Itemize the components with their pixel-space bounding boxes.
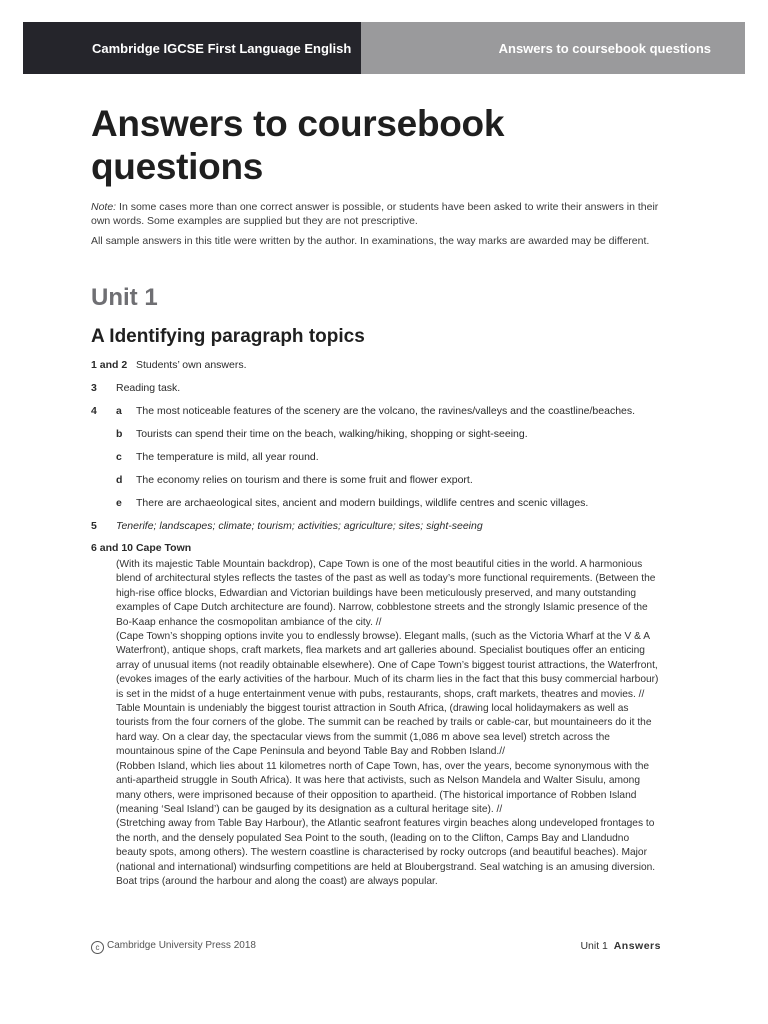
cape-town-paragraph: Table Mountain is undeniably the biggest tourist attraction in South Africa, (drawing local holidaymakers as well as tourists from the four corners of the globe. The summit can be reached by trails or cable-car, but mountaineers do it the hard way. On a clear day, the spectacular views from the summit (1,086 m above sea level) stretch across the mountainous spine of the Cape Peninsula and beyond Table Bay and Robben Island.// bbox=[116, 703, 652, 758]
question-4e bbox=[91, 496, 661, 510]
sub-letter: b bbox=[116, 428, 123, 440]
question-4c bbox=[91, 450, 661, 464]
cape-town-heading: 6 and 10 Cape Town bbox=[91, 542, 192, 554]
note-label: Note: bbox=[91, 201, 117, 213]
question-4d bbox=[91, 473, 661, 487]
note-text: In some cases more than one correct answer is possible, or students have been asked to write their answers in their own words. Some examples are supplied but they are not prescriptive. bbox=[91, 201, 659, 227]
sub-letter: a bbox=[116, 405, 122, 417]
copyright-line bbox=[91, 940, 256, 954]
cape-town-paragraph: (Cape Town’s shopping options invite you to endlessly browse). Elegant malls, (such as the Victoria Wharf at the V & A Waterfront), antique shops, craft markets, flea markets and art galleries abound. Specialist boutiques offer an enticing array of unusual items (not readily obtainable elsewhere). One of Cape Town’s biggest tourist attractions, the Waterfront, (evokes images of the early activities of the harbour. Much of its charm lies in the fact that this busy commercial harbour) is set in the midst of a huge entertainment venue with pubs, restaurants, shops, craft markets, theatres and movies. // bbox=[116, 631, 659, 700]
page-content bbox=[91, 102, 661, 889]
question-5 bbox=[91, 519, 661, 533]
sub-letter: d bbox=[116, 474, 123, 486]
answer-text: There are archaeological sites, ancient and modern buildings, wildlife centres and scenic villages. bbox=[136, 497, 589, 509]
page-title: Answers to coursebook questions bbox=[91, 103, 505, 187]
cape-town-paragraph: (Stretching away from Table Bay Harbour), the Atlantic seafront features virgin beaches along undeveloped frontages to the north, and the densely populated Sea Point to the south, (leading on to the Clifton, Camps Bay and Llandudno beauty spots, among others). The western coastline is characterised by rocky outcrops (and beautiful beaches). Major (national and international) windsurfing competitions are held at Bloubergstrand. Seal watching is an amusing diversion. Boat trips (around the harbour and along the coast) are always popular. bbox=[116, 818, 656, 887]
question-4b bbox=[91, 427, 661, 441]
question-number: 3 bbox=[91, 382, 97, 394]
book-title: Cambridge IGCSE First Language English bbox=[23, 22, 361, 74]
answer-text: The economy relies on tourism and there is some fruit and flower export. bbox=[136, 474, 473, 486]
answer-text: Students’ own answers. bbox=[136, 359, 247, 371]
page-footer bbox=[91, 940, 661, 954]
note-paragraph bbox=[91, 200, 661, 228]
page-header bbox=[23, 22, 745, 74]
question-3 bbox=[91, 381, 661, 395]
footer-answers: Answers bbox=[613, 940, 661, 952]
answer-text: The most noticeable features of the scenery are the volcano, the ravines/valleys and the coastline/beaches. bbox=[136, 405, 636, 417]
footer-unit-label bbox=[580, 940, 661, 954]
answer-text: The temperature is mild, all year round. bbox=[136, 451, 319, 463]
question-1-2 bbox=[91, 358, 661, 372]
cape-town-paragraph: (Robben Island, which lies about 11 kilometres north of Cape Town, has, over the years, become synonymous with the anti-apartheid struggle in South Africa). It was here that activists, such as Nelson Mandela and Walter Sisulu, among many others, were imprisoned because of their opposition to apartheid. (The historical importance of Robben Island (meaning ‘Seal Island’) can be gauged by its designation as a cultural heritage site). // bbox=[116, 760, 650, 815]
footer-unit: Unit 1 bbox=[580, 940, 608, 952]
question-number: 5 bbox=[91, 520, 97, 532]
sub-letter: c bbox=[116, 451, 122, 463]
section-title: Answers to coursebook questions bbox=[361, 22, 745, 74]
question-4a bbox=[91, 404, 661, 418]
sub-letter: e bbox=[116, 497, 122, 509]
question-number: 4 bbox=[91, 405, 97, 417]
answer-text: Reading task. bbox=[116, 382, 181, 394]
answer-text: Tourists can spend their time on the beach, walking/hiking, shopping or sight-seeing. bbox=[136, 428, 528, 440]
cape-town-paragraph: (With its majestic Table Mountain backdrop), Cape Town is one of the most beautiful cities in the world. A harmonious blend of architectural styles reflects the tastes of the past as well as today’s more functional requirements. (Between the high-rise office blocks, Edwardian and Victorian buildings have been meticulously preserved, and many outstanding examples of Cape Dutch architecture are found). Narrow, cobblestone streets and the strongly Islamic presence of the Bo-Kaap enhance the cosmopolitan ambiance of the city. // bbox=[116, 559, 656, 628]
copyright-text: Cambridge University Press 2018 bbox=[107, 940, 256, 951]
answer-text: Tenerife; landscapes; climate; tourism; activities; agriculture; sites; sight-seeing bbox=[116, 520, 483, 532]
author-note: All sample answers in this title were written by the author. In examinations, the way marks are awarded may be different. bbox=[91, 235, 650, 247]
section-heading: A Identifying paragraph topics bbox=[91, 326, 365, 347]
unit-heading: Unit 1 bbox=[91, 284, 158, 311]
copyright-icon: c bbox=[91, 941, 104, 954]
question-number: 1 and 2 bbox=[91, 359, 128, 371]
